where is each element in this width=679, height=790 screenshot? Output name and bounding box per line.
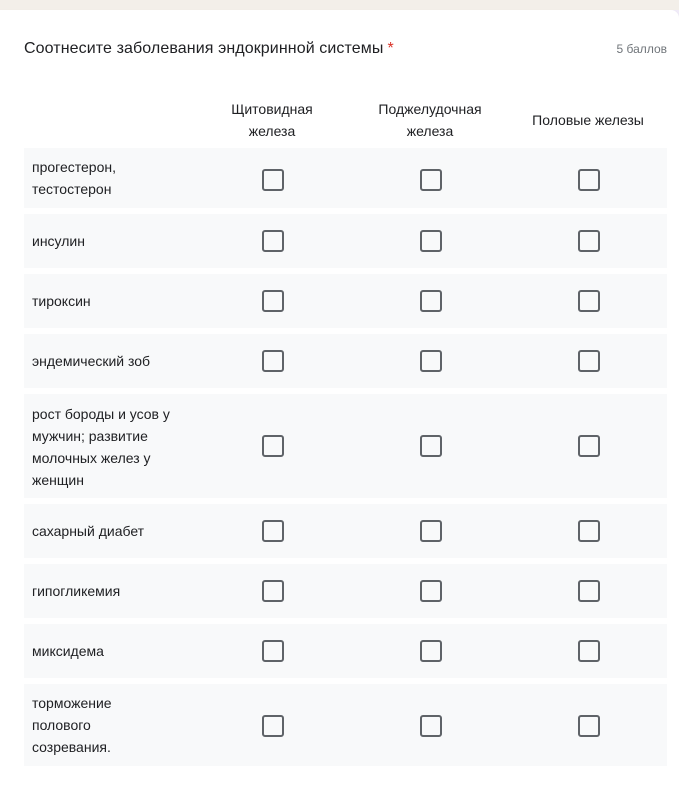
column-header-line: железа (406, 123, 454, 139)
column-header-gonads (518, 109, 658, 131)
question-title-text: Соотнесите заболевания эндокринной системы (24, 40, 384, 57)
checkbox-thyroid[interactable] (262, 640, 284, 662)
row-label: гипогликемия (32, 583, 121, 599)
grid-rows (24, 148, 667, 772)
grid-row (24, 564, 667, 618)
row-label: эндемический зоб (32, 353, 151, 369)
checkbox-pancreas[interactable] (420, 580, 442, 602)
question-card (0, 10, 679, 790)
column-header-line: железа (248, 123, 296, 139)
grid-row (24, 148, 667, 208)
checkbox-gonads[interactable] (578, 290, 600, 312)
checkbox-thyroid[interactable] (262, 520, 284, 542)
checkbox-pancreas[interactable] (420, 715, 442, 737)
checkbox-pancreas[interactable] (420, 169, 442, 191)
column-header-pancreas (360, 98, 500, 142)
row-label: сахарный диабет (32, 523, 145, 539)
row-label: торможение полового созревания. (32, 695, 112, 755)
column-header-line: Поджелудочная (378, 101, 482, 117)
checkbox-thyroid[interactable] (262, 580, 284, 602)
checkbox-gonads[interactable] (578, 169, 600, 191)
column-header-line: Половые железы (532, 112, 644, 128)
checkbox-gonads[interactable] (578, 350, 600, 372)
column-header-thyroid (202, 98, 342, 142)
row-label: инсулин (32, 233, 85, 249)
column-header-line: Щитовидная (231, 101, 313, 117)
question-points: 5 баллов (616, 42, 667, 56)
checkbox-gonads[interactable] (578, 640, 600, 662)
grid-row (24, 334, 667, 388)
checkbox-pancreas[interactable] (420, 350, 442, 372)
checkbox-thyroid[interactable] (262, 715, 284, 737)
grid-row (24, 274, 667, 328)
grid-row (24, 624, 667, 678)
checkbox-thyroid[interactable] (262, 230, 284, 252)
checkbox-thyroid[interactable] (262, 435, 284, 457)
grid-row (24, 504, 667, 558)
checkbox-gonads[interactable] (578, 435, 600, 457)
required-asterisk: * (387, 40, 394, 57)
checkbox-pancreas[interactable] (420, 230, 442, 252)
checkbox-gonads[interactable] (578, 715, 600, 737)
checkbox-pancreas[interactable] (420, 290, 442, 312)
row-label: прогестерон, тестостерон (32, 159, 116, 197)
checkbox-pancreas[interactable] (420, 435, 442, 457)
row-label: миксидема (32, 643, 104, 659)
checkbox-gonads[interactable] (578, 580, 600, 602)
question-title (24, 40, 394, 58)
row-label: рост бороды и усов у мужчин; развитие молочных желез у женщин (32, 406, 170, 488)
checkbox-thyroid[interactable] (262, 350, 284, 372)
grid-row (24, 214, 667, 268)
row-label: тироксин (32, 293, 91, 309)
checkbox-pancreas[interactable] (420, 520, 442, 542)
checkbox-thyroid[interactable] (262, 169, 284, 191)
checkbox-gonads[interactable] (578, 230, 600, 252)
checkbox-pancreas[interactable] (420, 640, 442, 662)
grid-row (24, 394, 667, 498)
grid-row (24, 684, 667, 766)
page-background-strip (0, 0, 679, 10)
checkbox-gonads[interactable] (578, 520, 600, 542)
checkbox-thyroid[interactable] (262, 290, 284, 312)
